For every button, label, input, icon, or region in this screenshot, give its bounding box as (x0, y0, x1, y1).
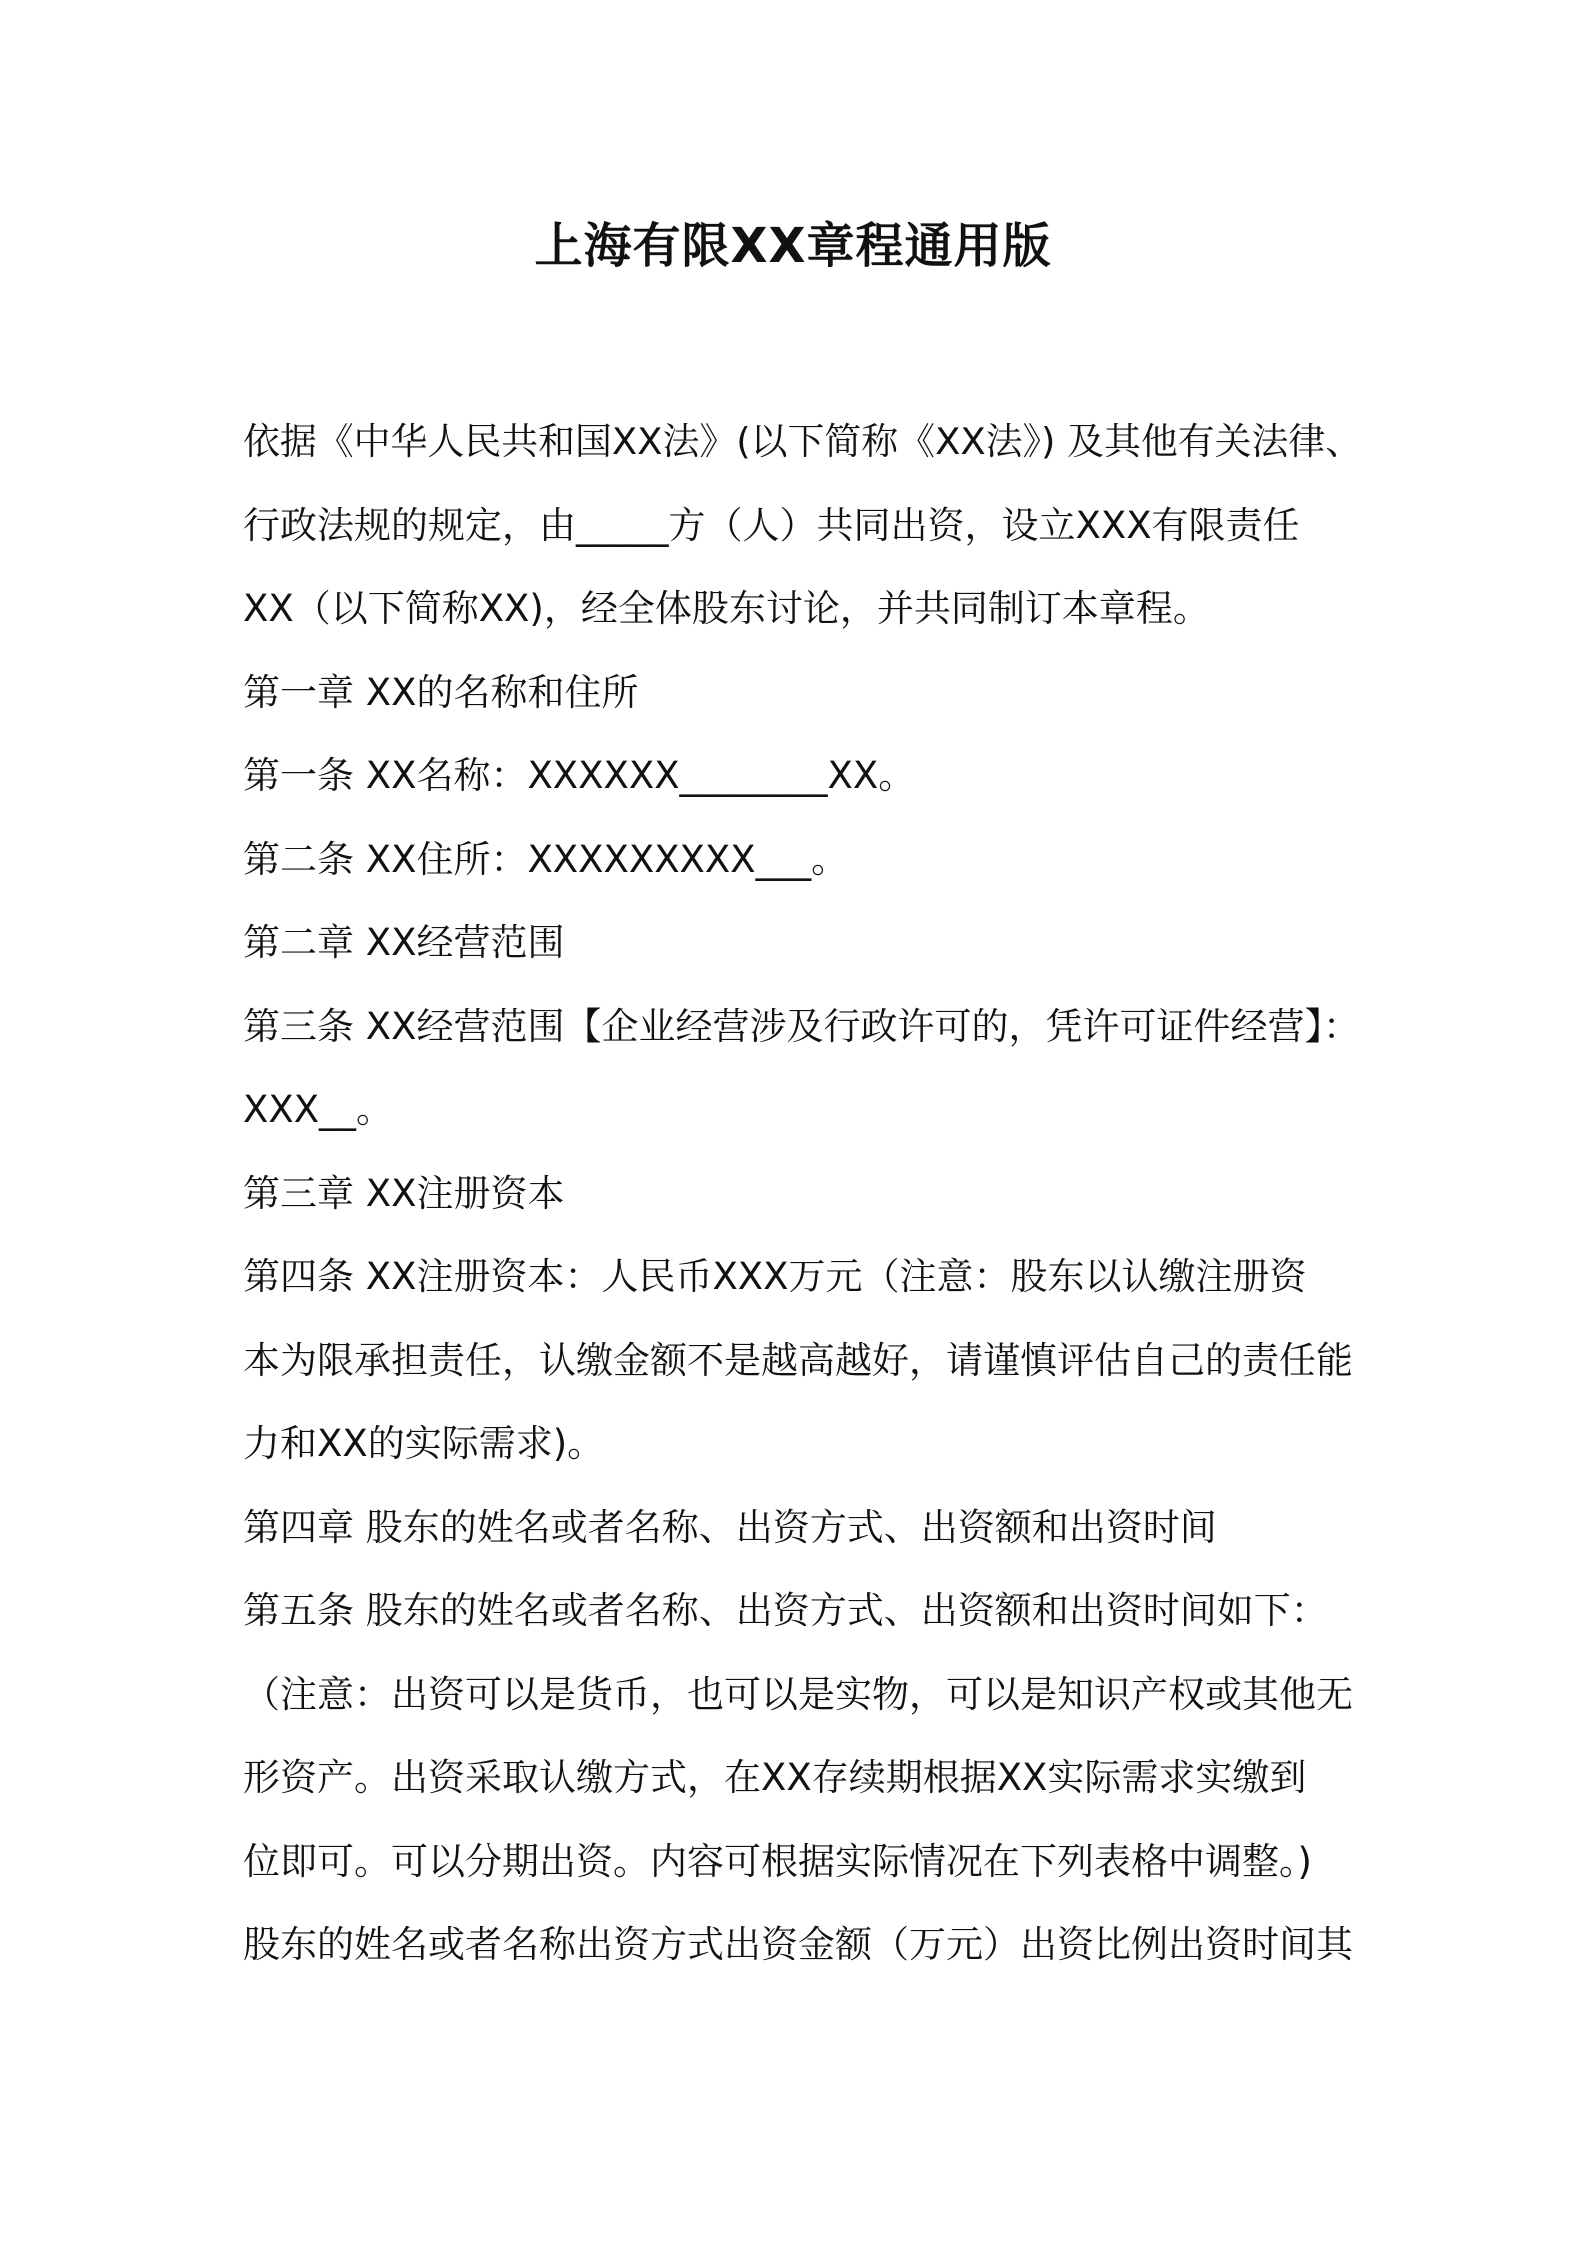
article-4-line-2: 本为限承担责任，认缴金额不是越高越好，请谨慎评估自己的责任能 (243, 1338, 1353, 1382)
chapter-4-heading: 第四章 股东的姓名或者名称、出资方式、出资额和出资时间 (243, 1505, 1217, 1549)
article-5-line-1: 第五条 股东的姓名或者名称、出资方式、出资额和出资时间如下： (243, 1589, 1328, 1632)
chapter-2-heading: 第二章 XX经营范围 (243, 921, 565, 964)
document-body (243, 400, 1363, 1987)
article-1: 第一条 XX名称：XXXXXX________XX。 (243, 754, 916, 797)
article-5-note-line-3: 位即可。可以分期出资。内容可根据实际情况在下列表格中调整。) (243, 1839, 1312, 1883)
preamble-line-3: XX（以下简称XX)，经全体股东讨论，并共同制订本章程。 (243, 587, 1210, 630)
chapter-3-heading: 第三章 XX注册资本 (243, 1171, 565, 1215)
article-4-line-1: 第四条 XX注册资本：人民币XXX万元（注意：股东以认缴注册资 (243, 1255, 1307, 1298)
article-3-line-2: XXX__。 (243, 1088, 394, 1131)
article-4-line-3: 力和XX的实际需求)。 (243, 1422, 605, 1465)
preamble-line-2: 行政法规的规定，由_____方（人）共同出资，设立XXX有限责任 (243, 503, 1300, 547)
table-header-text: 股东的姓名或者名称出资方式出资金额（万元）出资比例出资时间其 (243, 1923, 1353, 1966)
article-2: 第二条 XX住所：XXXXXXXXX___。 (243, 837, 849, 881)
article-5-note-line-2: 形资产。出资采取认缴方式，在XX存续期根据XX实际需求实缴到 (243, 1756, 1307, 1799)
article-3-line-1: 第三条 XX经营范围【企业经营涉及行政许可的，凭许可证件经营】： (243, 1004, 1360, 1048)
document-title: 上海有限XX章程通用版 (534, 218, 1052, 274)
article-5-note-line-1: （注意：出资可以是货币，也可以是实物，可以是知识产权或其他无 (243, 1672, 1353, 1716)
chapter-1-heading: 第一章 XX的名称和住所 (243, 670, 639, 714)
preamble-line-1: 依据《中华人民共和国XX法》(以下简称《XX法》) 及其他有关法律、 (243, 420, 1363, 463)
